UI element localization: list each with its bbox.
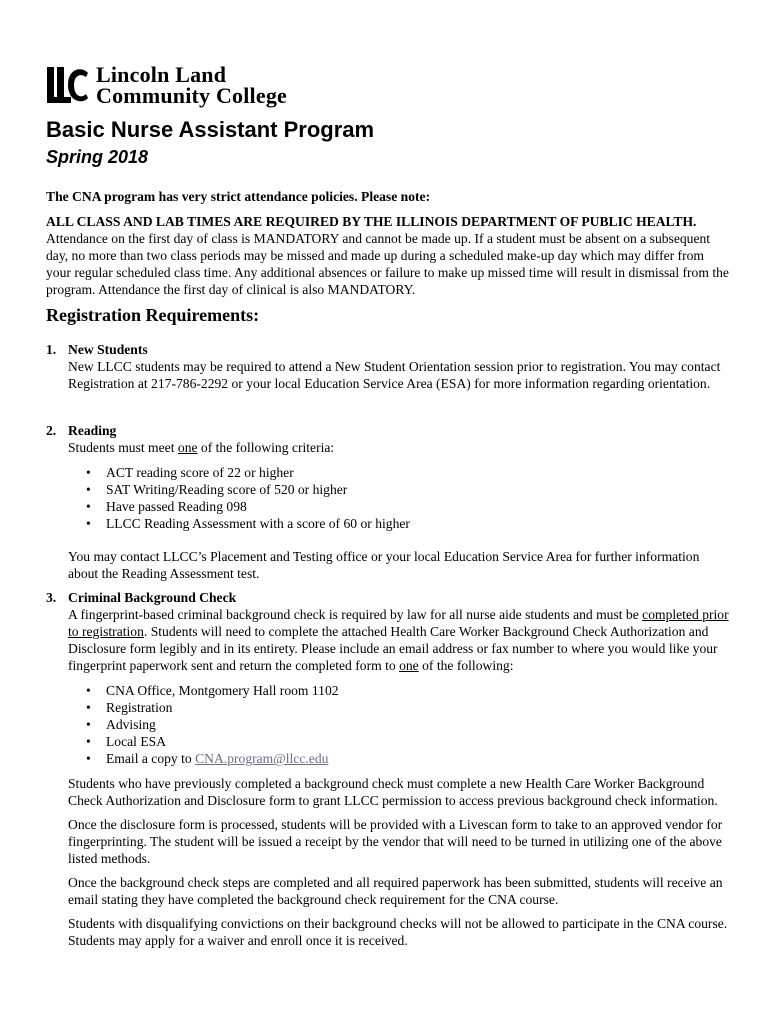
item-number: 3.	[46, 590, 57, 605]
completion-paragraph: Once the background check steps are completed and all required paperwork has been submitted, students will receive an email stating they have completed the background check requirement for the CNA course.	[68, 875, 723, 907]
submission-locations-list	[86, 682, 732, 767]
email-link[interactable]: CNA.program@llcc.edu	[195, 751, 329, 766]
logo-line-2: Community College	[96, 83, 287, 108]
intro-emphasis: one	[177, 440, 198, 455]
attendance-notice-paragraph: Attendance on the first day of class is MANDATORY and cannot be made up. If a student must be absent on a subsequent day, no more than two class periods may be missed and made up during a scheduled make-up day which may differ from your regular scheduled class time. Any additional absences or failure to make up missed time will result in dismissal from the program. Attendance the first day of clinical is also MANDATORY.	[46, 231, 729, 297]
disclosure-paragraph: Once the disclosure form is processed, students will be provided with a Livescan form to take to an approved vendor for fingerprinting. The student will be issued a receipt by the vendor that will need to be turned in utilizing one of the above listed methods.	[68, 817, 723, 866]
disqualifying-paragraph: Students with disqualifying convictions on their background checks will not be allowed to participate in the CNA course. Students may apply for a waiver and enroll once it is received.	[68, 916, 728, 948]
page-title: Basic Nurse Assistant Program	[46, 117, 375, 142]
item-title: Reading	[68, 423, 117, 438]
item-number: 1.	[46, 342, 57, 357]
intro-text: Students must meet	[68, 440, 178, 455]
email-prefix: Email a copy to	[106, 751, 196, 766]
list-item: • ACT reading score of 22 or higher	[86, 464, 732, 481]
background-check-paragraph	[68, 606, 732, 674]
previous-check-paragraph: Students who have previously completed a background check must complete a new Health Care Worker Background Check Authorization and Disclosure form to grant LLCC permission to access previous background check information.	[68, 776, 718, 808]
requirement-new-students	[46, 341, 732, 392]
college-logo	[46, 64, 287, 108]
item-intro	[68, 439, 732, 456]
item-number: 2.	[46, 423, 57, 438]
page-subtitle: Spring 2018	[46, 147, 149, 167]
attendance-notice-caps: ALL CLASS AND LAB TIMES ARE REQUIRED BY THE ILLINOIS DEPARTMENT OF PUBLIC HEALTH.	[46, 214, 697, 229]
requirement-background-check	[46, 589, 732, 949]
para-text-middle: . Students will need to complete the attached Health Care Worker Background Check Authorization and Disclosure form legibly and in its entirety. Please include an email address or fax number to where you would like your fingerprint paperwork sent and return the completed form to	[68, 624, 718, 673]
list-item: • Have passed Reading 098	[86, 498, 732, 515]
attendance-notice-heading: The CNA program has very strict attendance policies. Please note:	[46, 189, 431, 204]
reading-criteria-list	[86, 464, 732, 532]
list-item: • Registration	[86, 699, 732, 716]
registration-heading: Registration Requirements:	[46, 305, 260, 325]
list-item-email	[86, 750, 732, 767]
requirement-reading	[46, 422, 732, 582]
list-item: • LLCC Reading Assessment with a score of 60 or higher	[86, 515, 732, 532]
list-item: • SAT Writing/Reading score of 520 or higher	[86, 481, 732, 498]
item-title: New Students	[68, 342, 148, 357]
para-emphasis-2: one	[399, 658, 419, 673]
list-item: • CNA Office, Montgomery Hall room 1102	[86, 682, 732, 699]
list-item: • Advising	[86, 716, 732, 733]
item-text: New LLCC students may be required to attend a New Student Orientation session prior to registration. You may contact Registration at 217-786-2292 or your local Education Service Area (ESA) for more information regarding orientation.	[68, 359, 721, 391]
logo-line-1: Lincoln Land	[96, 62, 227, 87]
para-emphasis: completed prior to registration	[68, 607, 729, 639]
reading-note: You may contact LLCC’s Placement and Testing office or your local Education Service Area for further information about the Reading Assessment test.	[68, 549, 700, 581]
list-item: • Local ESA	[86, 733, 732, 750]
para-text-end: of the following:	[418, 658, 514, 673]
item-title: Criminal Background Check	[68, 590, 237, 605]
logo-wordmark	[96, 64, 287, 106]
intro-text-end: of the following criteria:	[197, 440, 335, 455]
llcc-logo-icon	[46, 64, 90, 108]
para-text: A fingerprint-based criminal background check is required by law for all nurse aide students and must be	[68, 607, 643, 622]
